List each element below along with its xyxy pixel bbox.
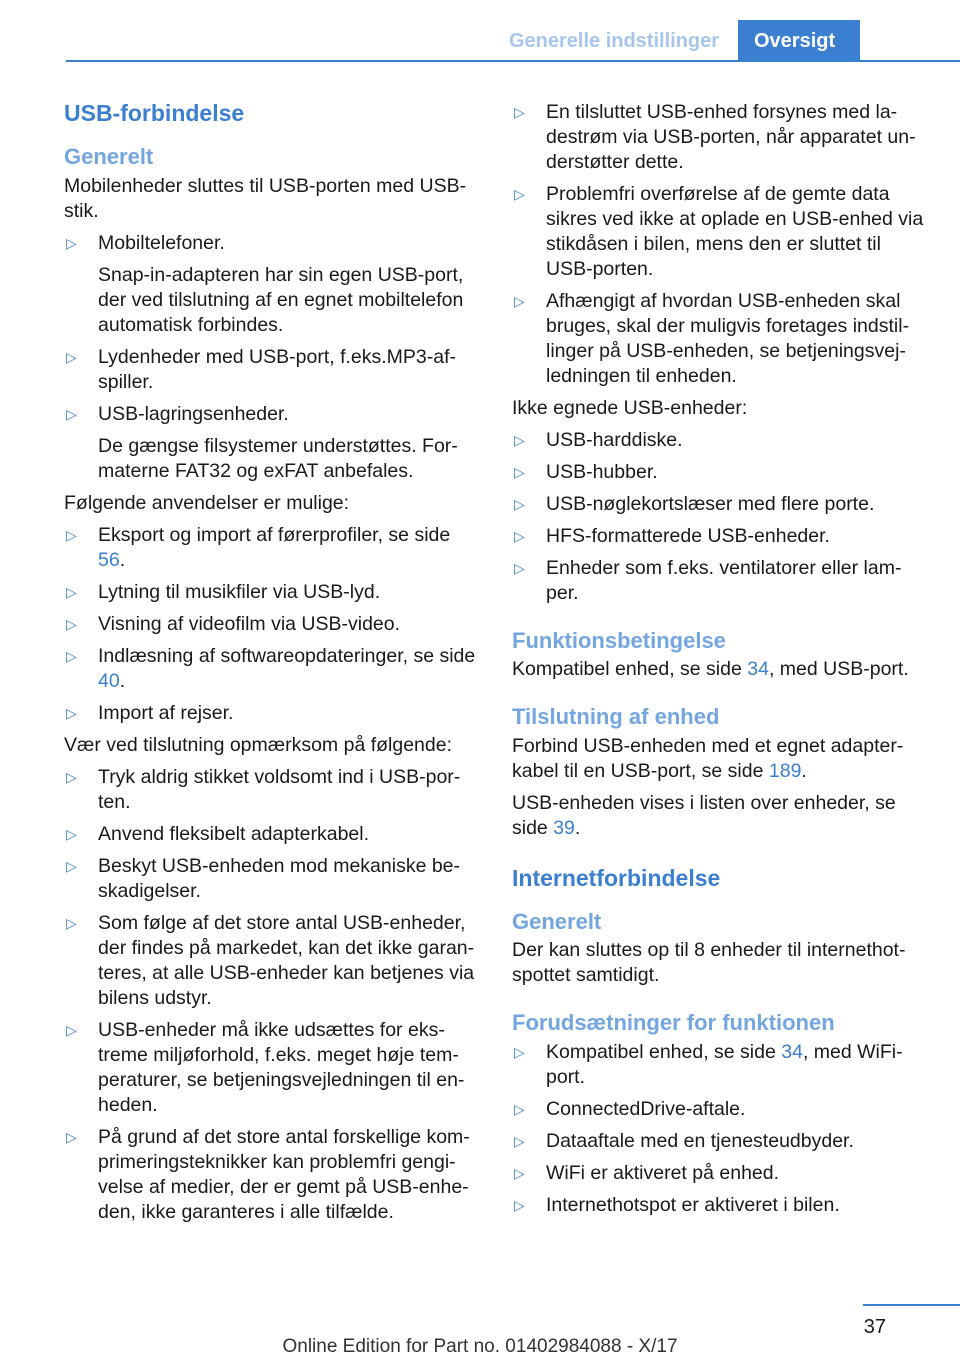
- triangle-right-icon: ▷: [514, 293, 525, 309]
- connect-text-2: USB-enheden vises i listen over enheder, se side 39.: [512, 791, 896, 839]
- triangle-right-icon: ▷: [514, 1100, 525, 1117]
- unsuitable-list: [512, 428, 932, 606]
- triangle-right-icon: ▷: [66, 825, 77, 842]
- triangle-right-icon: ▷: [514, 1164, 525, 1181]
- list-item: ▷ Dataaftale med en tjenesteudbyder.: [514, 1129, 854, 1152]
- subsection-title-tilslutning: Tilslutning af enhed: [512, 704, 720, 730]
- triangle-right-icon: ▷: [66, 768, 77, 785]
- triangle-right-icon: ▷: [514, 104, 525, 120]
- uses-intro-text: Følgende anvendelser er mulige:: [64, 491, 350, 514]
- header-rule: [66, 60, 960, 62]
- list-item: ▷ HFS-formatterede USB-enheder.: [514, 525, 830, 547]
- list-item: ▷ Eksport og import af førerprofiler, se side 56.: [66, 523, 451, 571]
- list-item: ▷ USB-hubber.: [514, 461, 658, 483]
- section-title-usb: USB-forbindelse: [64, 100, 245, 126]
- list-item: ▷ Afhængigt af hvordan USB-enheden skal bruges, skal der muligvis foretages indstil-linger på USB-enheden, se betjeningsvej-ledningen til enheden.: [514, 290, 910, 387]
- page-link[interactable]: 34: [781, 1040, 803, 1063]
- triangle-right-icon: ▷: [514, 496, 525, 512]
- list-item: ▷ Import af rejser.: [66, 701, 234, 724]
- list-item: ▷ USB-enheder må ikke udsættes for eks-treme miljøforhold, f.eks. meget høje tem-peraturer, se betjeningsvejledningen til en-heden.: [66, 1018, 465, 1116]
- requirements-list: [512, 1040, 932, 1218]
- page-number: 37: [863, 1316, 886, 1338]
- triangle-right-icon: ▷: [514, 1196, 525, 1213]
- section-title-internet: Internetforbindelse: [512, 864, 721, 891]
- list-item: ▷ Beskyt USB-enheden mod mekaniske be-skadigelser.: [66, 854, 461, 902]
- triangle-right-icon: ▷: [66, 615, 77, 632]
- list-item: ▷ Indlæsning af softwareopdateringer, se side 40.: [66, 644, 476, 692]
- list-item: ▷ WiFi er aktiveret på enhed.: [514, 1161, 780, 1184]
- triangle-right-icon: ▷: [66, 405, 77, 422]
- triangle-right-icon: ▷: [66, 857, 77, 874]
- page-link[interactable]: 39: [553, 816, 575, 839]
- left-column: [64, 100, 482, 1225]
- triangle-right-icon: ▷: [66, 914, 77, 931]
- triangle-right-icon: ▷: [514, 528, 525, 544]
- triangle-right-icon: ▷: [66, 583, 77, 600]
- header-section-title: Generelle indstillinger: [508, 30, 720, 52]
- list-item: ▷ Som følge af det store antal USB-enheder, der findes på markedet, kan det ikke garan-teres, at alle USB-enheder kan betjenes via bilens udstyr.: [66, 911, 475, 1009]
- triangle-right-icon: ▷: [514, 186, 525, 202]
- connect-text-1: Forbind USB-enheden med et egnet adapter-kabel til en USB-port, se side 189.: [512, 734, 904, 782]
- unsuitable-intro-text: Ikke egnede USB-enheder:: [512, 397, 748, 419]
- list-item: ▷ ConnectedDrive-aftale.: [514, 1097, 746, 1120]
- charging-list: [512, 100, 932, 389]
- triangle-right-icon: ▷: [514, 464, 525, 480]
- list-item: ▷ En tilsluttet USB-enhed forsynes med la-destrøm via USB-porten, når apparatet un-derstøtter dette.: [514, 101, 916, 173]
- attention-intro-text: Vær ved tilslutning opmærksom på følgende:: [64, 733, 453, 756]
- subsection-title-generelt-2: Generelt: [512, 909, 602, 935]
- footer-rule: [863, 1304, 960, 1306]
- triangle-right-icon: ▷: [514, 1132, 525, 1149]
- page-link[interactable]: 56: [98, 548, 120, 571]
- list-item: ▷ Tryk aldrig stikket voldsomt ind i USB-por-ten.: [66, 765, 461, 813]
- list-item: ▷ Mobiltelefoner. Snap-in-adapteren har sin egen USB-port, der ved tilslutning af en egnet mobiltelefon automatisk forbindes.: [66, 231, 464, 336]
- triangle-right-icon: ▷: [514, 1043, 525, 1060]
- list-item: ▷ Internethotspot er aktiveret i bilen.: [514, 1193, 840, 1216]
- triangle-right-icon: ▷: [514, 560, 525, 576]
- subsection-title-funktionsbetingelse: Funktionsbetingelse: [512, 628, 726, 653]
- list-item: ▷ Kompatibel enhed, se side 34, med WiFi-port.: [514, 1040, 903, 1088]
- list-item: ▷ På grund af det store antal forskellige kom-primeringsteknikker kan problemfri gengi-velse af medier, der er gemt på USB-enhe-den, ikke garanteres i alle tilfælde.: [66, 1125, 470, 1223]
- triangle-right-icon: ▷: [66, 526, 77, 543]
- list-item: ▷ USB-lagringsenheder. De gængse filsystemer understøttes. For-materne FAT32 og exFAT anbefales.: [66, 402, 458, 482]
- attention-list: [64, 765, 482, 1225]
- triangle-right-icon: ▷: [514, 432, 525, 448]
- list-item: ▷ Problemfri overførelse af de gemte data sikres ved ikke at oplade en USB-enhed via stikdåsen i bilen, mens den er sluttet til USB-porten.: [514, 183, 924, 280]
- func-text: Kompatibel enhed, se side 34, med USB-port.: [512, 658, 909, 681]
- triangle-right-icon: ▷: [66, 704, 77, 721]
- list-item: ▷ Anvend fleksibelt adapterkabel.: [66, 822, 370, 845]
- internet-text: Der kan sluttes op til 8 enheder til internethot-spottet samtidigt.: [512, 939, 906, 987]
- page-link[interactable]: 189: [768, 759, 802, 782]
- list-item: ▷ Visning af videofilm via USB-video.: [66, 612, 401, 635]
- triangle-right-icon: ▷: [66, 348, 77, 365]
- triangle-right-icon: ▷: [66, 1021, 77, 1038]
- footer-edition: Online Edition for Part no. 01402984088 - X/17: [282, 1336, 678, 1357]
- list-item: ▷ USB-nøglekortslæser med flere porte.: [514, 493, 875, 515]
- page-link[interactable]: 40: [98, 669, 120, 692]
- page-link[interactable]: 34: [747, 658, 769, 681]
- list-item: ▷ Enheder som f.eks. ventilatorer eller lam-per.: [514, 557, 902, 604]
- subsection-title-generelt: Generelt: [64, 144, 154, 170]
- right-column: [512, 100, 932, 1218]
- header-tab-oversigt: Oversigt: [738, 20, 860, 61]
- triangle-right-icon: ▷: [66, 1128, 77, 1145]
- device-list: [64, 231, 482, 484]
- subsection-title-forudsaetninger: Forudsætninger for funktionen: [512, 1010, 835, 1036]
- uses-list: [64, 523, 482, 726]
- usb-intro-text: Mobilenheder sluttes til USB-porten med USB-stik.: [64, 174, 467, 222]
- triangle-right-icon: ▷: [66, 234, 77, 251]
- list-item: ▷ Lydenheder med USB-port, f.eks.MP3-af-spiller.: [66, 345, 457, 393]
- list-item: ▷ USB-harddiske.: [514, 429, 683, 451]
- list-item: ▷ Lytning til musikfiler via USB-lyd.: [66, 580, 381, 603]
- triangle-right-icon: ▷: [66, 647, 77, 664]
